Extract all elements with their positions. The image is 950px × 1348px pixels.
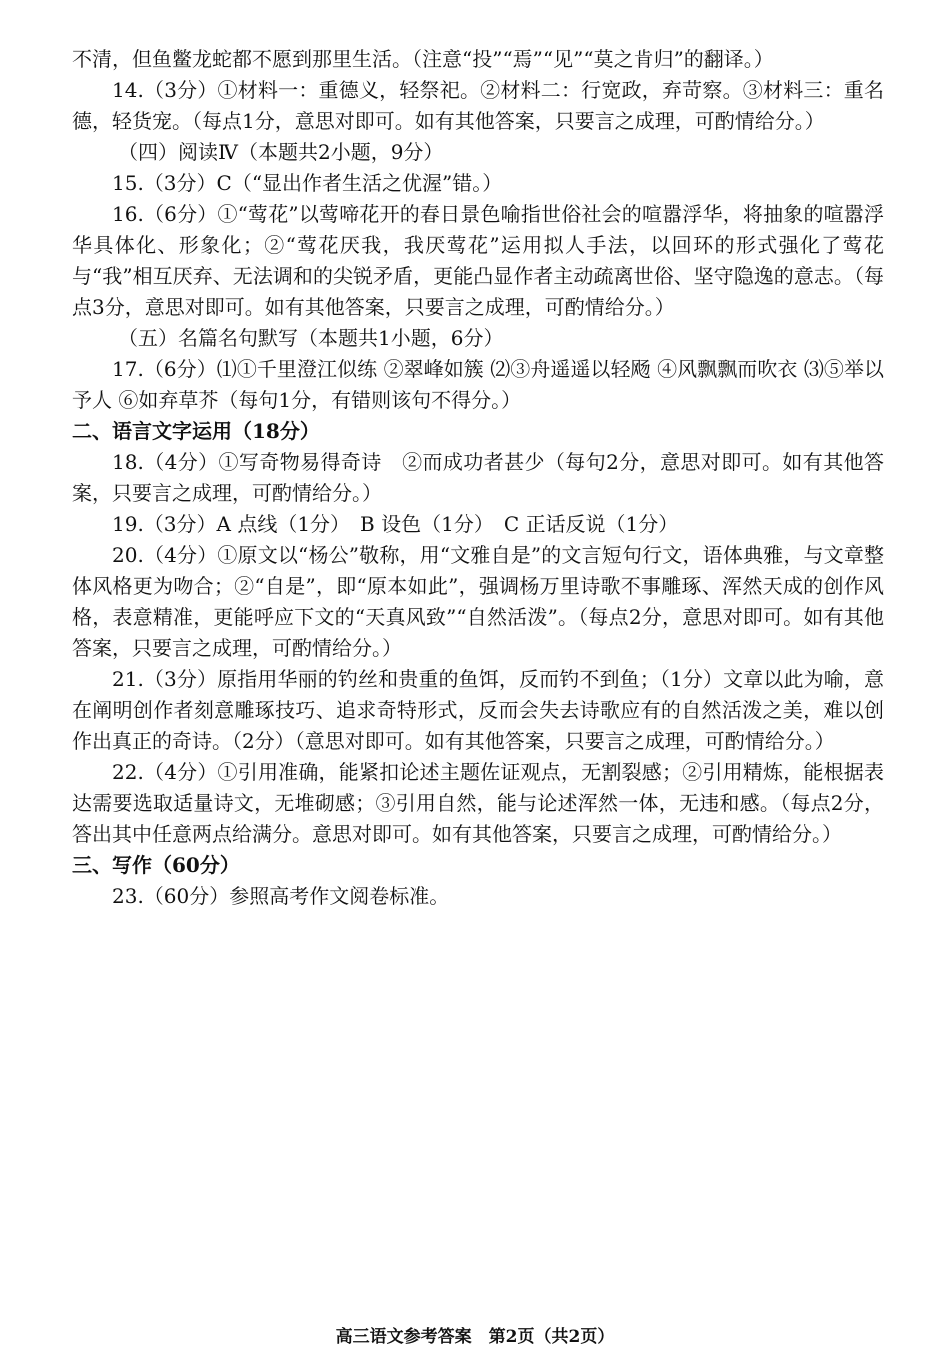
answer-item-21: 21.（3分）原指用华丽的钓丝和贵重的鱼饵，反而钓不到鱼；（1分）文章以此为喻，意在阐明创作者刻意雕琢技巧、追求奇特形式，反而会失去诗歌应有的自然活泼之美，难以创作出真正的奇诗。（2分）（意思对即可。如有其他答案，只要言之成理，可酌情给分。） bbox=[72, 667, 884, 753]
answer-item-19: 19.（3分）A 点线（1分） B 设色（1分） C 正话反说（1分） bbox=[112, 512, 679, 536]
continuation-line: 不清，但鱼鳖龙蛇都不愿到那里生活。（注意“投”“焉”“见”“莫之肯归”的翻译。） bbox=[72, 47, 774, 71]
section-heading-language-use: 二、语言文字运用（18分） bbox=[72, 419, 320, 443]
answer-item-15: 15.（3分）C（“显出作者生活之优渥”错。） bbox=[112, 171, 503, 195]
section-heading-writing: 三、写作（60分） bbox=[72, 853, 240, 877]
answer-item-23: 23.（60分）参照高考作文阅卷标准。 bbox=[112, 884, 450, 908]
answer-item-14: 14.（3分）①材料一：重德义，轻祭祀。②材料二：行宽政，弃苛察。③材料三：重名德，轻货宠。（每点1分，意思对即可。如有其他答案，只要言之成理，可酌情给分。） bbox=[72, 78, 884, 133]
subsection-heading-recitation: （五）名篇名句默写（本题共1小题，6分） bbox=[118, 326, 504, 350]
answer-item-22: 22.（4分）①引用准确，能紧扣论述主题佐证观点，无割裂感；②引用精炼，能根据表达需要选取适量诗文，无堆砌感；③引用自然，能与论述浑然一体，无违和感。（每点2分，答出其中任意两点给满分。意思对即可。如有其他答案，只要言之成理，可酌情给分。） bbox=[72, 760, 884, 846]
answer-item-16: 16.（6分）①“莺花”以莺啼花开的春日景色喻指世俗社会的喧嚣浮华，将抽象的喧嚣浮华具体化、形象化；②“莺花厌我，我厌莺花”运用拟人手法，以回环的形式强化了莺花与“我”相互厌弃、无法调和的尖锐矛盾，更能凸显作者主动疏离世俗、坚守隐逸的意志。（每点3分，意思对即可。如有其他答案，只要言之成理，可酌情给分。） bbox=[72, 202, 884, 319]
answer-item-17: 17.（6分）⑴①千里澄江似练 ②翠峰如簇 ⑵③舟遥遥以轻飏 ④风飘飘而吹衣 ⑶⑤举以予人 ⑥如弃草芥（每句1分，有错则该句不得分。） bbox=[72, 357, 884, 412]
answer-item-18: 18.（4分）①写奇物易得奇诗 ②而成功者甚少（每句2分，意思对即可。如有其他答案，只要言之成理，可酌情给分。） bbox=[72, 450, 884, 505]
answer-content bbox=[72, 44, 884, 912]
page-footer: 高三语文参考答案 第2页（共2页） bbox=[335, 1327, 615, 1347]
answer-item-20: 20.（4分）①原文以“杨公”敬称，用“文雅自是”的文言短句行文，语体典雅，与文章整体风格更为吻合；②“自是”，即“原本如此”，强调杨万里诗歌不事雕琢、浑然天成的创作风格，表意精准，更能呼应下文的“天真风致”“自然活泼”。（每点2分，意思对即可。如有其他答案，只要言之成理，可酌情给分。） bbox=[72, 543, 884, 660]
subsection-heading-reading-4: （四）阅读Ⅳ（本题共2小题，9分） bbox=[118, 140, 444, 164]
